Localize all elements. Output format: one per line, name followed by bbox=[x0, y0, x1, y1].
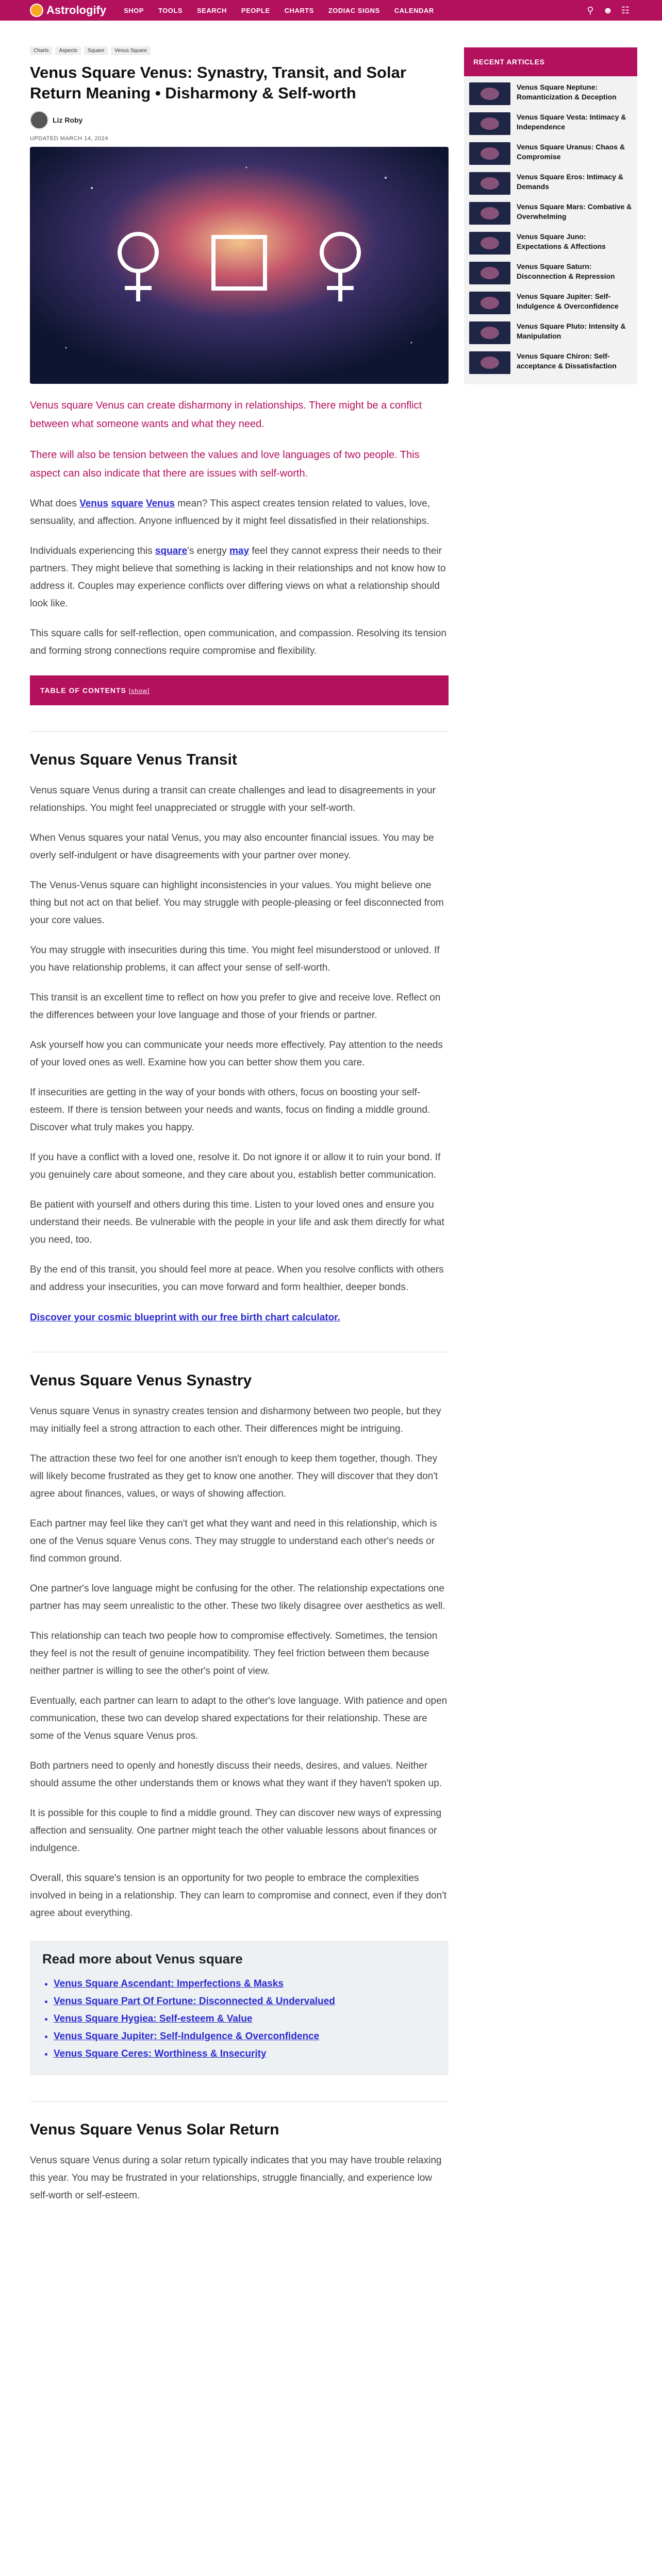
recent-article-title[interactable]: Venus Square Juno: Expectations & Affections bbox=[517, 232, 606, 250]
synastry-paragraph: One partner's love language might be confusing for the other. The relationship expectations one partner has may seem unrealistic to the other. These two likely disagree over aesthetics as well. bbox=[30, 1583, 445, 1612]
page-title: Venus Square Venus: Synastry, Transit, and Solar Return Meaning • Disharmony & Self-worth bbox=[30, 63, 406, 102]
synastry-heading: Venus Square Venus Synastry bbox=[30, 1372, 252, 1389]
synastry-paragraph: Overall, this square's tension is an opportunity for two people to embrace the complexities involved in being in a relationship. They can learn to compromise and connect, even if they don't agree about everything. bbox=[30, 1873, 447, 1919]
synastry-paragraph: Venus square Venus in synastry creates tension and disharmony between two people, but they may initially feel a strong attraction to each other. Their differences might be intriguing. bbox=[30, 1406, 441, 1434]
recent-article[interactable] bbox=[469, 112, 632, 135]
recent-article-title[interactable]: Venus Square Eros: Intimacy & Demands bbox=[517, 173, 623, 191]
search-icon[interactable]: ⚲ bbox=[587, 5, 594, 15]
toc-label: TABLE OF CONTENTS bbox=[40, 686, 126, 694]
table-of-contents[interactable] bbox=[30, 675, 449, 705]
synastry-paragraph: This relationship can teach two people how to compromise effectively. Sometimes, the tension they feel is not the result of genuine incompatibility. They feel friction between them because neither partner is willing to see the other's point of view. bbox=[30, 1631, 438, 1676]
nav-calendar[interactable]: CALENDAR bbox=[394, 6, 434, 14]
divider bbox=[30, 2101, 449, 2102]
nav-zodiac-signs[interactable]: ZODIAC SIGNS bbox=[328, 6, 380, 14]
recent-article-title[interactable]: Venus Square Jupiter: Self-Indulgence & Overconfidence bbox=[517, 292, 619, 310]
link-may[interactable]: may bbox=[229, 546, 250, 556]
divider bbox=[30, 731, 449, 732]
transit-paragraph: This transit is an excellent time to reflect on how you prefer to give and receive love. Reflect on the differences between your love language and those of your friends or partner. bbox=[30, 992, 441, 1021]
breadcrumb-square[interactable]: Square bbox=[84, 46, 108, 55]
intro-paragraph-5: This square calls for self-reflection, open communication, and compassion. Resolving its tension and forming strong connections require compromise and flexibility. bbox=[30, 628, 446, 656]
read-more-link[interactable]: Venus Square Part Of Fortune: Disconnected & Undervalued bbox=[54, 1996, 335, 2007]
intro-paragraph-3: What does Venus square Venus mean? This aspect creates tension related to values, love, sensuality, and affection. Anyone influenced by it might feel dissatisfied in their relationships. bbox=[30, 498, 430, 527]
solar-return-heading: Venus Square Venus Solar Return bbox=[30, 2121, 279, 2138]
transit-body bbox=[30, 782, 449, 1296]
brand-logo[interactable] bbox=[30, 4, 106, 17]
synastry-paragraph: Eventually, each partner can learn to adapt to the other's love language. With patience and open communication, these two can develop shared expectations for their relationship. These are some of the Venus square Venus pros. bbox=[30, 1696, 448, 1741]
list-item bbox=[54, 1975, 436, 1993]
transit-paragraph: Venus square Venus during a transit can create challenges and lead to disagreements in your relationships. You might feel unappreciated or struggle with your self-worth. bbox=[30, 785, 436, 814]
cart-icon[interactable]: ☷ bbox=[621, 5, 630, 15]
transit-paragraph: If insecurities are getting in the way of your bonds with others, focus on boosting your self-esteem. If there is tension between your needs and wants, focus on finding a middle ground. Discover what truly makes you happy. bbox=[30, 1087, 431, 1133]
read-more-box bbox=[30, 1941, 449, 2075]
intro-paragraph-1: Venus square Venus can create disharmony in relationships. There might be a conflict between what someone wants and what they need. bbox=[30, 400, 422, 430]
article-thumbnail[interactable] bbox=[469, 292, 510, 314]
list-item bbox=[54, 2045, 436, 2063]
brand-name: Astrologify bbox=[46, 4, 107, 16]
hero-illustration bbox=[30, 147, 449, 384]
list-item bbox=[54, 2028, 436, 2045]
author-block bbox=[30, 111, 449, 129]
recent-article-title[interactable]: Venus Square Pluto: Intensity & Manipulation bbox=[517, 322, 626, 340]
recent-article-title[interactable]: Venus Square Vesta: Intimacy & Independence bbox=[517, 113, 626, 131]
transit-paragraph: The Venus-Venus square can highlight inconsistencies in your values. You might believe one thing but not act on that belief. You may struggle with people-pleasing or feel disconnected from your core values. bbox=[30, 880, 444, 926]
nav-people[interactable]: PEOPLE bbox=[241, 6, 270, 14]
intro-paragraph-4: Individuals experiencing this square's energy may feel they cannot express their needs to their partners. They might believe that something is lacking in their relationships and not know how to address it. Couples may experience conflicts over differing views on what a relationship should look like. bbox=[30, 546, 446, 609]
breadcrumb bbox=[30, 46, 449, 55]
transit-paragraph: When Venus squares your natal Venus, you may also encounter financial issues. You may be overly self-indulgent or have disagreements with your partner over money. bbox=[30, 833, 434, 861]
synastry-paragraph: It is possible for this couple to find a middle ground. They can discover new ways of expressing affection and sensuality. One partner might teach the other valuable lessons about finances or indulgence. bbox=[30, 1808, 442, 1854]
article-thumbnail[interactable] bbox=[469, 232, 510, 255]
recent-article[interactable] bbox=[469, 142, 632, 165]
updated-date: UPDATED MARCH 14, 2024 bbox=[30, 135, 109, 142]
recent-article[interactable] bbox=[469, 232, 632, 255]
toc-show-toggle[interactable]: [show] bbox=[128, 687, 150, 694]
synastry-paragraph: Each partner may feel like they can't get what they want and need in this relationship, which is one of the Venus square Venus cons. They may struggle to understand each other's needs or find common ground. bbox=[30, 1518, 437, 1564]
transit-paragraph: Be patient with yourself and others during this time. Listen to your loved ones and ensure you understand their needs. Be vulnerable with the people in your life and ask them directly for what you need, too. bbox=[30, 1199, 444, 1245]
intro-paragraph-2: There will also be tension between the values and love languages of two people. This aspect can also indicate that there are issues with self-worth. bbox=[30, 449, 420, 479]
user-icon[interactable]: ☻ bbox=[603, 5, 613, 15]
article-thumbnail[interactable] bbox=[469, 82, 510, 105]
transit-paragraph: Ask yourself how you can communicate your needs more effectively. Pay attention to the needs of your loved ones as well. Examine how you can better show them you care. bbox=[30, 1040, 443, 1068]
top-nav bbox=[0, 0, 662, 21]
synastry-paragraph: Both partners need to openly and honestly discuss their needs, desires, and values. Neither should assume the other understands them or knows what they want if they haven't spoken up. bbox=[30, 1760, 442, 1789]
breadcrumb-venus-square[interactable]: Venus Square bbox=[111, 46, 151, 55]
article-thumbnail[interactable] bbox=[469, 112, 510, 135]
sidebar bbox=[464, 47, 637, 384]
transit-heading: Venus Square Venus Transit bbox=[30, 751, 237, 768]
read-more-heading: Read more about Venus square bbox=[42, 1951, 243, 1967]
recent-article[interactable] bbox=[469, 82, 632, 105]
breadcrumb-charts[interactable]: Charts bbox=[30, 46, 52, 55]
recent-article-title[interactable]: Venus Square Mars: Combative & Overwhelming bbox=[517, 202, 632, 221]
recent-articles-list bbox=[464, 76, 637, 384]
article-thumbnail[interactable] bbox=[469, 321, 510, 344]
article-thumbnail[interactable] bbox=[469, 351, 510, 374]
nav-search[interactable]: SEARCH bbox=[197, 6, 227, 14]
transit-paragraph: If you have a conflict with a loved one, resolve it. Do not ignore it or allow it to ruin your bond. If you genuinely care about someone, and they care about you, establish better communication. bbox=[30, 1152, 441, 1180]
nav-tools[interactable]: TOOLS bbox=[158, 6, 183, 14]
hero-image bbox=[30, 147, 449, 384]
recent-article-title[interactable]: Venus Square Neptune: Romanticization & Deception bbox=[517, 83, 617, 101]
recent-article[interactable] bbox=[469, 262, 632, 284]
article-thumbnail[interactable] bbox=[469, 142, 510, 165]
read-more-link[interactable]: Venus Square Ceres: Worthiness & Insecurity bbox=[54, 2048, 267, 2059]
read-more-link[interactable]: Venus Square Jupiter: Self-Indulgence & Overconfidence bbox=[54, 2031, 320, 2042]
read-more-link[interactable]: Venus Square Hygiea: Self-esteem & Value bbox=[54, 2013, 253, 2024]
recent-article[interactable] bbox=[469, 202, 632, 225]
recent-article[interactable] bbox=[469, 321, 632, 344]
link-square[interactable]: square bbox=[111, 498, 143, 509]
nav-shop[interactable]: SHOP bbox=[124, 6, 144, 14]
link-venus[interactable]: Venus bbox=[79, 498, 109, 509]
article-thumbnail[interactable] bbox=[469, 202, 510, 225]
nav-links bbox=[117, 7, 441, 14]
avatar[interactable] bbox=[30, 111, 48, 129]
recent-article-title[interactable]: Venus Square Uranus: Chaos & Compromise bbox=[517, 143, 625, 161]
logo-icon bbox=[30, 4, 43, 17]
nav-icons bbox=[578, 5, 631, 16]
breadcrumb-aspects[interactable]: Aspects bbox=[55, 46, 81, 55]
link-venus-2[interactable]: Venus bbox=[145, 498, 175, 509]
recent-article[interactable] bbox=[469, 172, 632, 195]
list-item bbox=[54, 1993, 436, 2010]
recent-article[interactable] bbox=[469, 351, 632, 374]
author-name[interactable]: Liz Roby bbox=[53, 116, 83, 124]
nav-charts[interactable]: CHARTS bbox=[284, 6, 314, 14]
recent-article-title[interactable]: Venus Square Saturn: Disconnection & Repression bbox=[517, 262, 615, 280]
solar-return-paragraph: Venus square Venus during a solar return typically indicates that you may have trouble relaxing this year. You may be frustrated in your relationships, struggle financially, and experience low self-worth or self-esteem. bbox=[30, 2155, 442, 2201]
link-square-2[interactable]: square bbox=[155, 546, 188, 556]
synastry-paragraph: The attraction these two feel for one another isn't enough to keep them together, though. They will likely become frustrated as they get to know one another. They will discover that they don't agree about finances, values, or ways of showing affection. bbox=[30, 1453, 438, 1499]
transit-paragraph: By the end of this transit, you should feel more at peace. When you resolve conflicts with others and address your insecurities, you can move forward and form healthier, deeper bonds. bbox=[30, 1264, 444, 1293]
read-more-link[interactable]: Venus Square Ascendant: Imperfections & Masks bbox=[54, 1978, 284, 1989]
sidebar-heading: RECENT ARTICLES bbox=[464, 47, 637, 76]
article bbox=[30, 46, 449, 2205]
transit-paragraph: You may struggle with insecurities during this time. You might feel misunderstood or unloved. If you have relationship problems, it can affect your sense of self-worth. bbox=[30, 945, 440, 973]
recent-article-title[interactable]: Venus Square Chiron: Self-acceptance & Dissatisfaction bbox=[517, 352, 617, 370]
read-more-list bbox=[54, 1975, 436, 2063]
birth-chart-calculator-link[interactable]: Discover your cosmic blueprint with our free birth chart calculator. bbox=[30, 1312, 340, 1323]
synastry-body bbox=[30, 1403, 449, 1922]
article-thumbnail[interactable] bbox=[469, 262, 510, 284]
article-thumbnail[interactable] bbox=[469, 172, 510, 195]
recent-article[interactable] bbox=[469, 292, 632, 314]
list-item bbox=[54, 2010, 436, 2028]
